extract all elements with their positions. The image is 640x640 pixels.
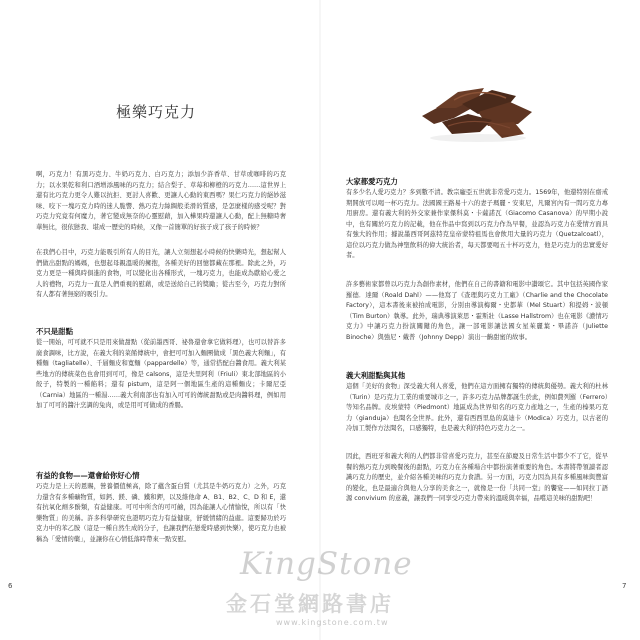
watermark-logo-text: KingStone — [240, 546, 413, 582]
section-paragraph-everyone-loves-chocolate-1: 有多少名人愛巧克力？多到數不清。教宗龐亞五世就非常愛巧克力。1569年，他還特別在齋戒期開放可以喝一杯巧克力。法國國王路易十六的妻子瑪麗・安東尼，凡爾宮內有一間巧克力專用廚房。還有義大利的外交家兼作家傑科莫・卡薩諾瓦（Giacomo Casanova）的早期小說中，也有關於巧克力的記載，他在作品中寫到以巧克力作為早餐，並認為巧克力在愛情方面具有強大的作用；據說墨西哥阿茲特克皇帝蒙特祖馬也會飲用大量的巧克力（Quetzalcoatl），這位以巧克力做為神聖飲料的偉大統治者，每天都要喝五十杯巧克力，他是巧克力的忠實愛好者。 — [346, 189, 608, 259]
intro-paragraph-2: 在我們心目中，巧克力能吸引所有人的目光，讓人立刻想起小時候的快樂時光，想起幫人們做出甜點的媽媽，也想起母親溫暖的擁抱，各種美好的回憶都藏在那裡。除此之外，巧克力更是一種與時俱進的食物，可以變化出各種形式，一塊巧克力，也能成為獻給心愛之人的禮物，巧克力一直是人們重視的慰藉，或是送給自己的獎勵；從古至今，巧克力對所有人都有著無窮的吸引力。 — [36, 249, 286, 298]
section-paragraph-not-only-dessert: 從一開始，可可就不只是用來做甜點（從前墨西哥、祕魯還會拿它做料理），也可以替許多廣食調味，比方說，在義大利的菜餚傳統中，會把可可加入麵團做成「黑色義大利麵」，有種麵（tagliatelle）、千層麵皮和寬麵（pappardelle）等，通常搭配白醬食用。義大利某些地方的傳統菜色也會用到可可，像是 calsons，這是夫里阿利（Friuli）東北部地區的小餃子，特製的一種餡料；還有 pistum，這是阿一個地區生產的這種麵皮；卡爾尼亞（Carnia）地區的一種湯……義大利南部也有加入可可的傳統甜點或是肉醬料理，例如用加了可可的醬汁烹調的兔肉，或是用可可做成的香腸。 — [36, 339, 286, 409]
section-paragraph-italian-desserts-1: 這個「美好的食物」深受義大利人喜愛，他們在這方面擁有獨特的傳統與優勢。義大利的杜林（Turin）是巧克力工業的重要城市之一，許多巧克力品牌都誕生於此，例如費列羅（Ferrero）等知名品牌。皮埃蒙特（Piedmont）地區成為世界知名的巧克力產地之一，生產的榛果巧克力（gianduja）也聞名全世界。此外，還有西西里島的莫迪卡（Modica）巧克力，以古老的冷加工製作方法聞名，口感獨特，也是義大利的特色巧克力之一。 — [346, 383, 608, 432]
section-heading-italian-desserts: 義大利甜點與其他 — [346, 371, 406, 380]
section-heading-everyone-loves-chocolate: 大家都愛巧克力 — [346, 177, 398, 186]
section-paragraph-healthy-food: 巧克力是上天的恩賜，營養價值極高，除了蘊含蛋白質（尤其是牛奶巧克力）之外，巧克力還含有多種礦物質，如鈣、鎂、磷、鐵和鉀，以及維他命 A、B1、B2、C、D 和 E，還有抗氧化劑多酚類，有益健康。可可中所含的可可鹼，因為能讓人心情愉悅，所以有「快樂物質」的美稱。許多科學研究也證明巧克力有益健康，舒緩情緒的益處。這要歸功於巧克力中的苯乙胺（這是一種自然生成的分子，也讓我們在戀愛時感到快樂），使巧克力也被稱為「愛情的藥」，並讓你在心情低落時帶來一點安慰。 — [36, 483, 286, 543]
watermark-chinese-text: 金石堂網路書店 — [226, 591, 394, 616]
page-number-right: 7 — [622, 582, 627, 590]
watermark-url: www.kingstone.com.tw — [276, 618, 389, 627]
section-heading-healthy-food: 有益的食物——還會給你好心情 — [36, 471, 140, 480]
section-paragraph-italian-desserts-2: 因此，西班牙和義大利的人們都非常喜愛巧克力，甚至在節慶及日常生活中都少不了它，從早餐的熱巧克力到晚餐後的甜點，巧克力在各種場合中都扮演著重要的角色。本書將帶領讀者認識巧克力的歷史，並介紹各種美味的巧克力食譜。另一方面，巧克力因為具有多種風味與豐富的變化，也是最適合與他人分享的美食之一，就像是一份「共同一堂」的饗宴——如同拉丁語源 convivium 的意義，讓我們一同享受巧克力帶來的溫暖與幸福，品嚐這美味的甜點吧！ — [346, 453, 608, 502]
page-number-left: 6 — [8, 582, 13, 590]
page-title: 極樂巧克力 — [116, 103, 197, 121]
section-heading-not-only-dessert: 不只是甜點 — [36, 327, 73, 336]
chocolate-shavings-image — [418, 78, 536, 144]
intro-paragraph-1: 啊，巧克力！有黑巧克力、牛奶巧克力、白巧克力；添加少許香草、甘草或咖啡的巧克力；以水果乾和利口酒增添風味的巧克力；結合梨子、草莓和柳橙的巧克力……這世界上還有比巧克力更令人難以抗拒、更討人喜歡、更讓人心動的東西嗎？果仁巧克力的絕妙滋味、咬下一塊巧克力時的迷人脆響、熱巧克力絲綢般柔滑的質感，是怎麼樣的感受呢？對巧克力究竟有何魔力，著它變成無奈的心靈慰藉，加入樺果時還讓人心動，配上無糖時奢華無比，很依戀我、堪成一歷史的時候，又像一首簡單的好孩子成了孩子的時候？ — [36, 171, 286, 231]
section-paragraph-everyone-loves-chocolate-2: 許多藝術家都曾以巧克力為創作素材，他們在自己的書籍和電影中讚頌它。其中包括英國作家羅德．達爾（Roald Dahl）——他寫了《查理與巧克力工廠》（Charlie and the Chocolate Factory），這本書後來被拍成電影，分別由導演梅爾・史都華（Mel Stuart）和提姆・波頓（Tim Burton）執導。此外，瑞典導演萊思・霍斯壯（Lasse Hallstrom）也在電影《濃情巧克力》中讓巧克力扮演關鍵的角色，讓一部電影讓法國女星茱麗葉・畢諾許（Juliette Binoche）與強尼・戴普（Johnny Depp）演出一齣甜蜜的故事。 — [346, 281, 608, 341]
